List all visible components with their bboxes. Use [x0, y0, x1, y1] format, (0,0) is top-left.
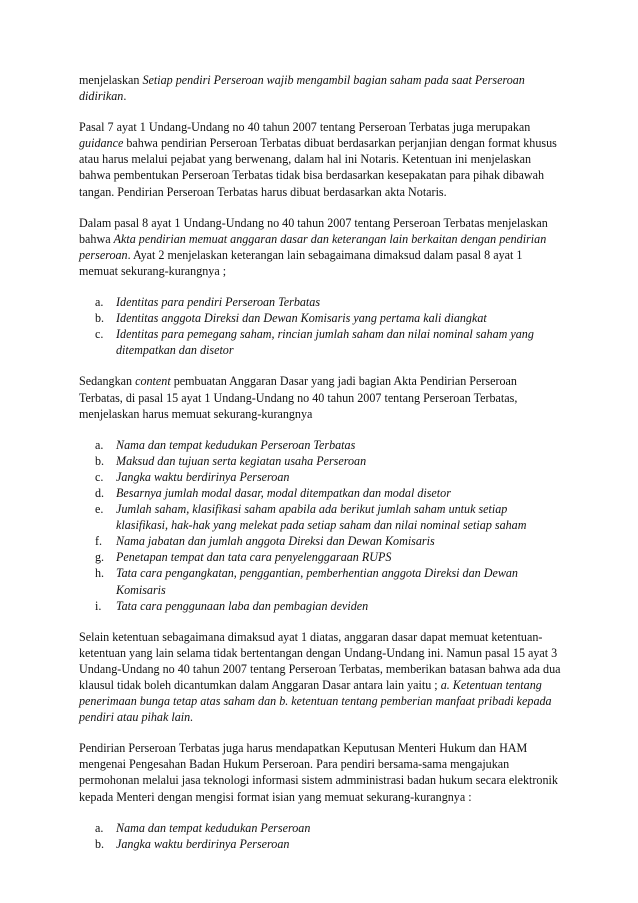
list-item-text: Tata cara penggunaan laba dan pembagian deviden	[116, 598, 369, 613]
list-item	[79, 437, 561, 453]
text-run-italic: Setiap pendiri Perseroan wajib mengambil bagian saham pada saat Perseroan didirikan	[79, 73, 525, 104]
text-run: bahwa pendirian Perseroan Terbatas dibuat berdasarkan perjanjian dengan format khusus atau harus melalui pejabat yang berwenang, dalam hal ini Notaris. Ketentuan ini menjelaskan bahwa pembentukan Perseroan Terbatas tidak bisa berdasarkan kesepakatan para pihak dibawah tangan. Pendirian Perseroan Terbatas harus dibuat berdasarkan akta Notaris.	[79, 136, 557, 199]
document-page	[79, 72, 561, 867]
text-run: Dalam pasal 8 ayat 1 Undang-Undang no 40 tahun 2007 tentang Perseroan Terbatas menjelaskan bahwa	[79, 215, 548, 246]
list-item-text: Tata cara pengangkatan, penggantian, pemberhentian anggota Direksi dan Dewan Komisaris	[116, 566, 518, 597]
list-item	[79, 326, 561, 358]
list-item-text: Besarnya jumlah modal dasar, modal ditempatkan dan modal disetor	[116, 485, 451, 500]
text-run: .	[123, 89, 127, 104]
text-run: Pasal 7 ayat 1 Undang-Undang no 40 tahun 2007 tentang Perseroan Terbatas juga merupakan	[79, 120, 531, 135]
paragraph	[79, 740, 561, 804]
list-marker: h.	[95, 566, 105, 581]
list-item	[79, 565, 561, 597]
paragraph	[79, 215, 561, 279]
list-marker: e.	[95, 502, 104, 517]
list-marker: f.	[95, 534, 103, 549]
list-item	[79, 469, 561, 485]
list-item	[79, 294, 561, 310]
list-marker: c.	[95, 469, 104, 484]
list-marker: b.	[95, 311, 105, 326]
text-run: menjelaskan	[79, 73, 143, 87]
list-item-text: Penetapan tempat dan tata cara penyelenggaraan RUPS	[116, 550, 392, 565]
list-item-text: Jangka waktu berdirinya Perseroan	[116, 469, 290, 484]
list-item-text: Jangka waktu berdirinya Perseroan	[116, 836, 290, 851]
list-item	[79, 549, 561, 565]
list-item-text: Nama dan tempat kedudukan Perseroan	[116, 820, 311, 835]
list-anggaran-dasar	[79, 437, 561, 614]
list-item-text: Nama jabatan dan jumlah anggota Direksi dan Dewan Komisaris	[116, 534, 435, 549]
text-run: Pendirian Perseroan Terbatas juga harus mendapatkan Keputusan Menteri Hukum dan HAM mengenai Pengesahan Badan Hukum Perseroan. Para pendiri bersama-sama mengajukan permohonan melalui jasa teknologi informasi sistem admministrasi badan hukum secara elektronik kepada Menteri dengan mengisi format isian yang memuat sekurang-kurangnya :	[79, 741, 558, 804]
paragraph	[79, 629, 561, 726]
text-run-italic: content	[135, 374, 171, 389]
text-run: pembuatan Anggaran Dasar yang jadi bagian Akta Pendirian Perseroan Terbatas, di pasal 15 ayat 1 Undang-Undang no 40 tahun 2007 tentang Perseroan Terbatas, menjelaskan harus memuat sekurang-kurangnya	[79, 374, 518, 421]
list-marker: b.	[95, 453, 105, 468]
list-item-text: Identitas anggota Direksi dan Dewan Komisaris yang pertama kali diangkat	[116, 311, 487, 326]
list-format-isian	[79, 820, 561, 852]
list-item	[79, 820, 561, 836]
list-marker: d.	[95, 485, 105, 500]
list-item-text: Identitas para pemegang saham, rincian jumlah saham dan nilai nominal saham yang ditempatkan dan disetor	[116, 327, 534, 358]
text-run-italic: guidance	[79, 136, 124, 151]
paragraph	[79, 72, 561, 104]
list-marker: b.	[95, 836, 105, 851]
list-marker: a.	[95, 295, 104, 310]
list-item	[79, 501, 561, 533]
list-item	[79, 598, 561, 614]
list-item-text: Jumlah saham, klasifikasi saham apabila ada berikut jumlah saham untuk setiap klasifikasi, hak-hak yang melekat pada setiap saham dan nilai nominal setiap saham	[116, 502, 527, 533]
list-item	[79, 836, 561, 852]
list-item	[79, 485, 561, 501]
list-marker: c.	[95, 327, 104, 342]
text-run-italic: Akta pendirian memuat anggaran dasar dan keterangan lain berkaitan dengan pendirian perseroan	[79, 231, 547, 262]
paragraph	[79, 119, 561, 199]
list-item-text: Maksud dan tujuan serta kegiatan usaha Perseroan	[116, 453, 367, 468]
text-run: Selain ketentuan sebagaimana dimaksud ayat 1 diatas, anggaran dasar dapat memuat ketentuan-ketentuan yang lain selama tidak bertentangan dengan Undang-Undang ini. Namun pasal 15 ayat 3 Undang-Undang no 40 tahun 2007 tentang Perseroan Terbatas, memberikan batasan bahwa ada dua klausul tidak boleh dicantumkan dalam Anggaran Dasar antara lain yaitu ;	[79, 629, 561, 692]
text-run-italic: a. Ketentuan tentang penerimaan bunga tetap atas saham dan b. ketentuan tentang pemberian manfaat pribadi kepada pendiri atau pihak lain.	[79, 678, 552, 725]
list-identitas	[79, 294, 561, 358]
list-marker: a.	[95, 437, 104, 452]
list-item	[79, 310, 561, 326]
list-marker: a.	[95, 820, 104, 835]
paragraph	[79, 373, 561, 421]
text-run: . Ayat 2 menjelaskan keterangan lain sebagaimana dimaksud dalam pasal 8 ayat 1 memuat sekurang-kurangnya ;	[79, 247, 523, 278]
list-marker: i.	[95, 598, 102, 613]
list-item	[79, 533, 561, 549]
list-marker: g.	[95, 550, 105, 565]
text-run: Sedangkan	[79, 374, 136, 389]
list-item-text: Identitas para pendiri Perseroan Terbatas	[116, 295, 321, 310]
list-item	[79, 453, 561, 469]
list-item-text: Nama dan tempat kedudukan Perseroan Terbatas	[116, 437, 356, 452]
